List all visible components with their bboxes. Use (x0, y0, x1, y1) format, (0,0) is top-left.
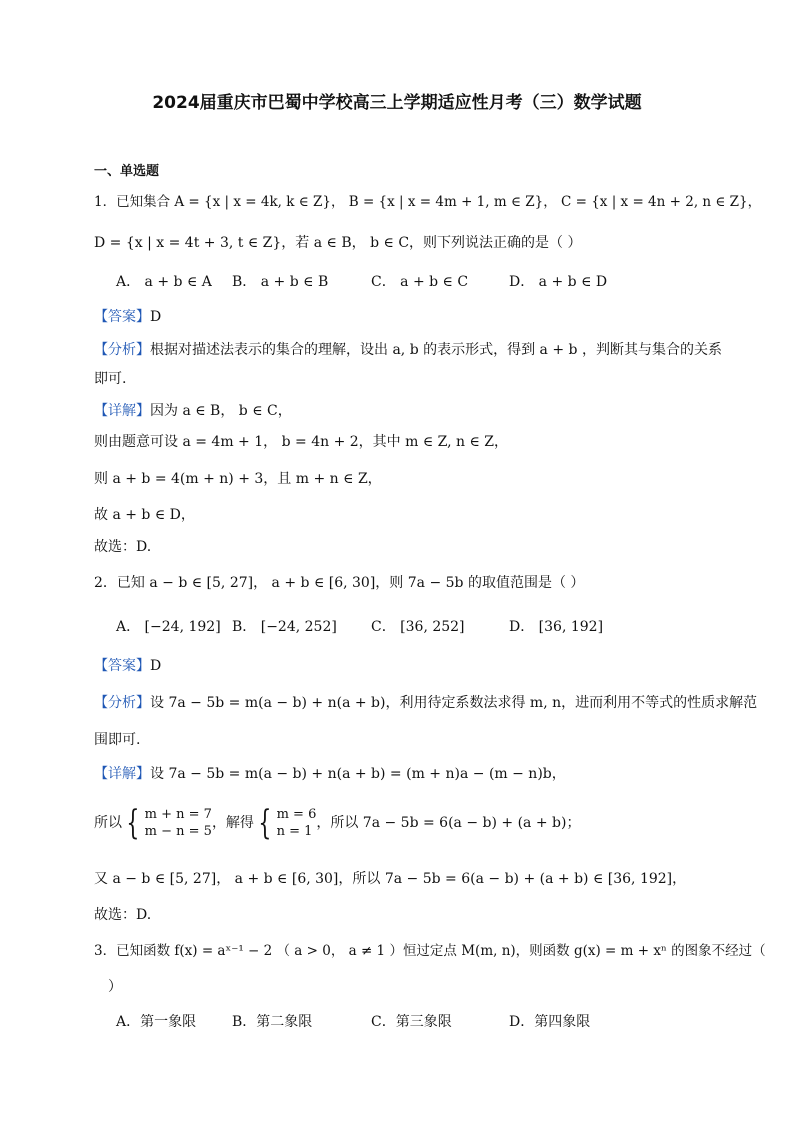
system1-row1: m + n = 7 (144, 807, 212, 822)
answer-label: 【答案】 (94, 658, 150, 674)
page-title: 2024届重庆市巴蜀中学校高三上学期适应性月考（三）数学试题 (152, 93, 642, 113)
q1-analysis-line2: 即可. (94, 371, 127, 387)
q3-option-a: A．第一象限 (116, 1014, 197, 1030)
q1-answer-line (94, 308, 161, 326)
q2-analysis-line2: 围即可. (94, 732, 141, 748)
q3-stem-line2: ） (108, 979, 122, 995)
q2-choose-line: 故选：D. (94, 907, 152, 923)
brace-icon: { (126, 803, 140, 843)
q2-detail-line3: 又 a − b ∈ [5, 27]， a + b ∈ [6, 30]，所以 7a − 5b = 6(a − b) + (a + b) ∈ [36, 192]， (94, 871, 687, 887)
q2-option-d: D． [36, 192] (509, 619, 604, 635)
q2-detail-line1 (94, 765, 566, 783)
analysis-label: 【分析】 (94, 695, 150, 711)
q2-analysis-line1 (94, 694, 757, 712)
q1-option-b: B． a + b ∈ B (232, 274, 329, 290)
analysis-label: 【分析】 (94, 342, 150, 358)
equation-system-1 (122, 803, 212, 843)
q1-stem-line1: 1．已知集合 A = {x | x = 4k, k ∈ Z}， B = {x | x = 4m + 1, m ∈ Z}， C = {x | x = 4n + 2, n ∈ Z}， (94, 194, 762, 210)
system1-row2: m − n = 5 (144, 824, 212, 839)
q2-stem: 2．已知 a − b ∈ [5, 27]， a + b ∈ [6, 30]，则 7a − 5b 的取值范围是（ ） (94, 575, 585, 591)
q1-detail-line2: 则由题意可设 a = 4m + 1， b = 4n + 2，其中 m ∈ Z, n ∈ Z， (94, 434, 509, 450)
q1-analysis-line1 (94, 341, 722, 359)
q1-answer-value: D (150, 309, 162, 325)
q1-option-d: D． a + b ∈ D (509, 274, 608, 290)
q1-detail-line1 (94, 402, 292, 420)
brace-icon: { (258, 803, 272, 843)
q2-system-mid: ，解得 (211, 815, 254, 831)
q2-system-line (94, 805, 580, 841)
q1-option-a: A． a + b ∈ A (116, 274, 212, 290)
q2-detail-text1: 设 7a − 5b = m(a − b) + n(a + b) = (m + n)a − (m − n)b， (150, 766, 566, 782)
q2-option-c: C． [36, 252] (371, 619, 465, 635)
equation-system-2 (254, 803, 317, 843)
detail-label: 【详解】 (94, 766, 150, 782)
q3-stem-line1: 3．已知函数 f(x) = aˣ⁻¹ − 2 （ a > 0， a ≠ 1 ）恒过定点 M(m, n)，则函数 g(x) = m + xⁿ 的图象不经过（ (94, 943, 766, 959)
q2-option-a: A． [−24, 192] (116, 619, 221, 635)
answer-label: 【答案】 (94, 309, 150, 325)
q3-option-b: B．第二象限 (232, 1014, 313, 1030)
q1-stem-line2: D = {x | x = 4t + 3, t ∈ Z}，若 a ∈ B， b ∈ C，则下列说法正确的是（ ） (94, 235, 582, 251)
q2-system-prefix: 所以 (94, 815, 122, 831)
q3-option-d: D．第四象限 (509, 1014, 591, 1030)
q1-option-c: C． a + b ∈ C (371, 274, 469, 290)
q1-analysis-text1: 根据对描述法表示的集合的理解，设出 a, b 的表示形式，得到 a + b ，判断其与集合的关系 (150, 342, 722, 358)
q2-system-suffix: ，所以 7a − 5b = 6(a − b) + (a + b)； (316, 815, 581, 831)
q2-answer-value: D (150, 658, 162, 674)
q1-detail-line4: 故 a + b ∈ D， (94, 507, 195, 523)
q2-option-b: B． [−24, 252] (232, 619, 337, 635)
detail-label: 【详解】 (94, 403, 150, 419)
q2-answer-line (94, 657, 161, 675)
section-heading: 一、单选题 (94, 164, 160, 179)
system2-row2: n = 1 (276, 824, 313, 839)
q2-analysis-text1: 设 7a − 5b = m(a − b) + n(a + b)，利用待定系数法求得 m, n，进而利用不等式的性质求解范 (150, 695, 758, 711)
q1-detail-text1: 因为 a ∈ B， b ∈ C， (150, 403, 292, 419)
q1-choose-line: 故选：D. (94, 539, 152, 555)
q1-detail-line3: 则 a + b = 4(m + n) + 3，且 m + n ∈ Z， (94, 471, 382, 487)
q3-option-c: C．第三象限 (371, 1014, 452, 1030)
system2-row1: m = 6 (276, 807, 317, 822)
